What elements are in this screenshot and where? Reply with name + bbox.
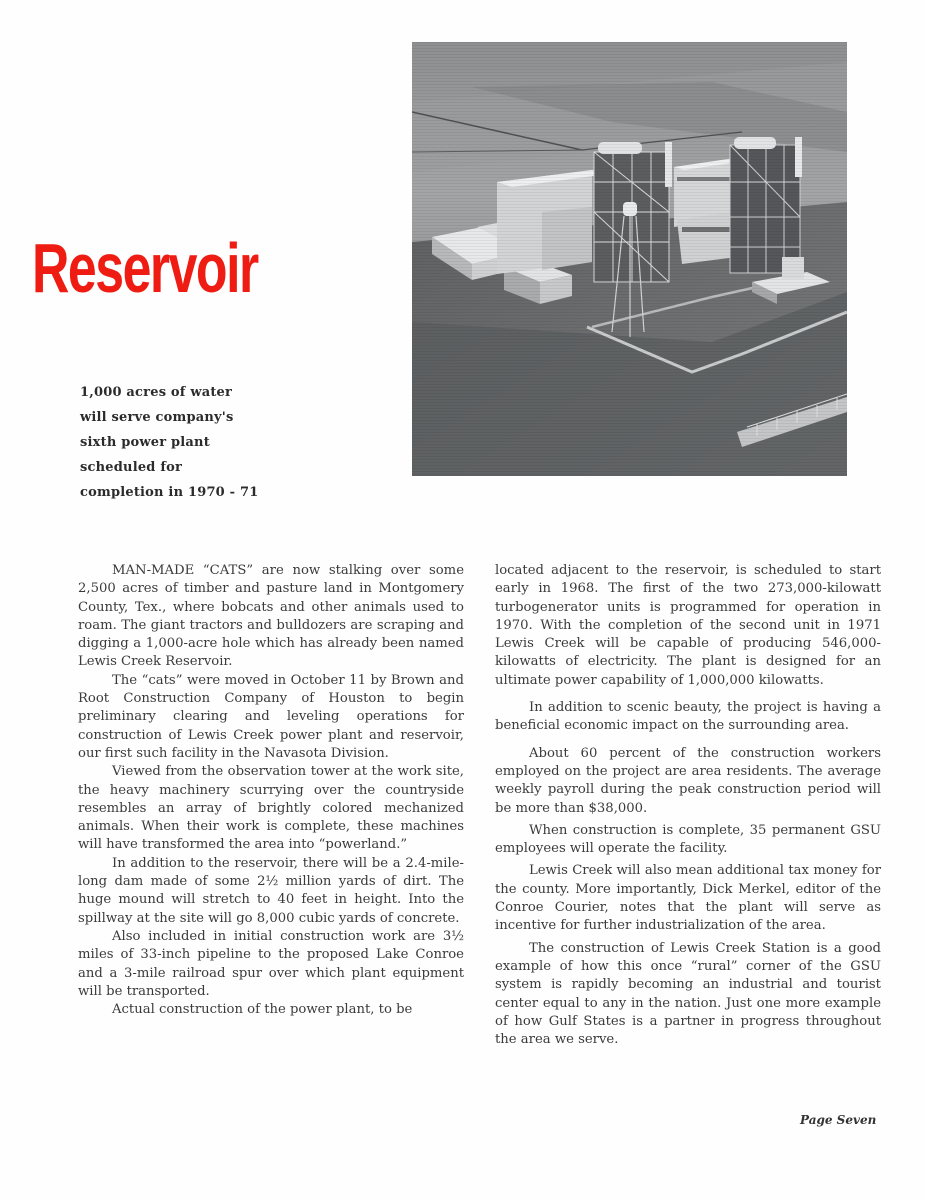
article-paragraph: The construction of Lewis Creek Station is a good example of how this once “rural” corner of the GSU system is rapidly becoming an industrial and tourist center equal to any in the nation. Just one more example of how Gulf States is a partner in progress throughout the area we serve.	[495, 940, 881, 1048]
article-paragraph: Viewed from the observation tower at the work site, the heavy machinery scurrying over the countryside resembles an array of brightly colored mechanized animals. When their work is complete, these machines will have transformed the area into “powerland.”	[78, 764, 464, 853]
article-paragraph: When construction is complete, 35 permanent GSU employees will operate the facility.	[495, 822, 881, 857]
article-paragraph: Actual construction of the power plant, to be	[112, 1002, 413, 1018]
deck-line: completion in 1970 - 71	[80, 485, 259, 500]
deck-line: sixth power plant	[80, 435, 210, 450]
article-column-left	[78, 562, 464, 1019]
article-paragraph: About 60 percent of the construction workers employed on the project are area residents. The average weekly payroll during the peak construction period will be more than $38,000.	[495, 745, 881, 816]
deck-line: scheduled for	[80, 460, 183, 475]
article-paragraph: located adjacent to the reservoir, is scheduled to start early in 1968. The first of the two 273,000-kilowatt turbogenerator units is programmed for operation in 1970. With the completion of the second unit in 1971 Lewis Creek will be capable of producing 546,000-kilowatts of electricity. The plant is designed for an ultimate power capability of 1,000,000 kilowatts.	[495, 563, 881, 688]
article-paragraph: Also included in initial construction work are 3½ miles of 33-inch pipeline to the proposed Lake Conroe and a 3-mile railroad spur over which plant equipment will be transported.	[78, 928, 464, 999]
article-paragraph: The “cats” were moved in October 11 by Brown and Root Construction Company of Houston to begin preliminary clearing and leveling operations for construction of Lewis Creek power plant and reservoir, our first such facility in the Navasota Division.	[78, 672, 464, 761]
article-paragraph: Lewis Creek will also mean additional tax money for the county. More importantly, Dick Merkel, editor of the Conroe Courier, notes that the plant will serve as incentive for further industrialization of the area.	[495, 863, 881, 934]
article-headline: Reservoir	[32, 229, 258, 307]
page-number: Page Seven	[800, 1113, 877, 1127]
article-paragraph: In addition to the reservoir, there will be a 2.4-mile-long dam made of some 2½ million yards of dirt. The huge mound will stretch to 40 feet in height. Into the spillway at the site will go 8,000 cubic yards of concrete.	[78, 855, 464, 926]
article-paragraph: In addition to scenic beauty, the project is having a beneficial economic impact on the surrounding area.	[495, 700, 881, 734]
deck-line: will serve company's	[80, 410, 234, 425]
article-paragraph: MAN-MADE “CATS” are now stalking over some 2,500 acres of timber and pasture land in Montgomery County, Tex., where bobcats and other animals used to roam. The giant tractors and bulldozers are scraping and digging a 1,000-acre hole which has already been named Lewis Creek Reservoir.	[78, 563, 464, 670]
deck-line: 1,000 acres of water	[80, 385, 233, 400]
article-column-right	[495, 562, 881, 1049]
article-deck	[80, 380, 280, 505]
power-plant-illustration	[412, 42, 847, 476]
